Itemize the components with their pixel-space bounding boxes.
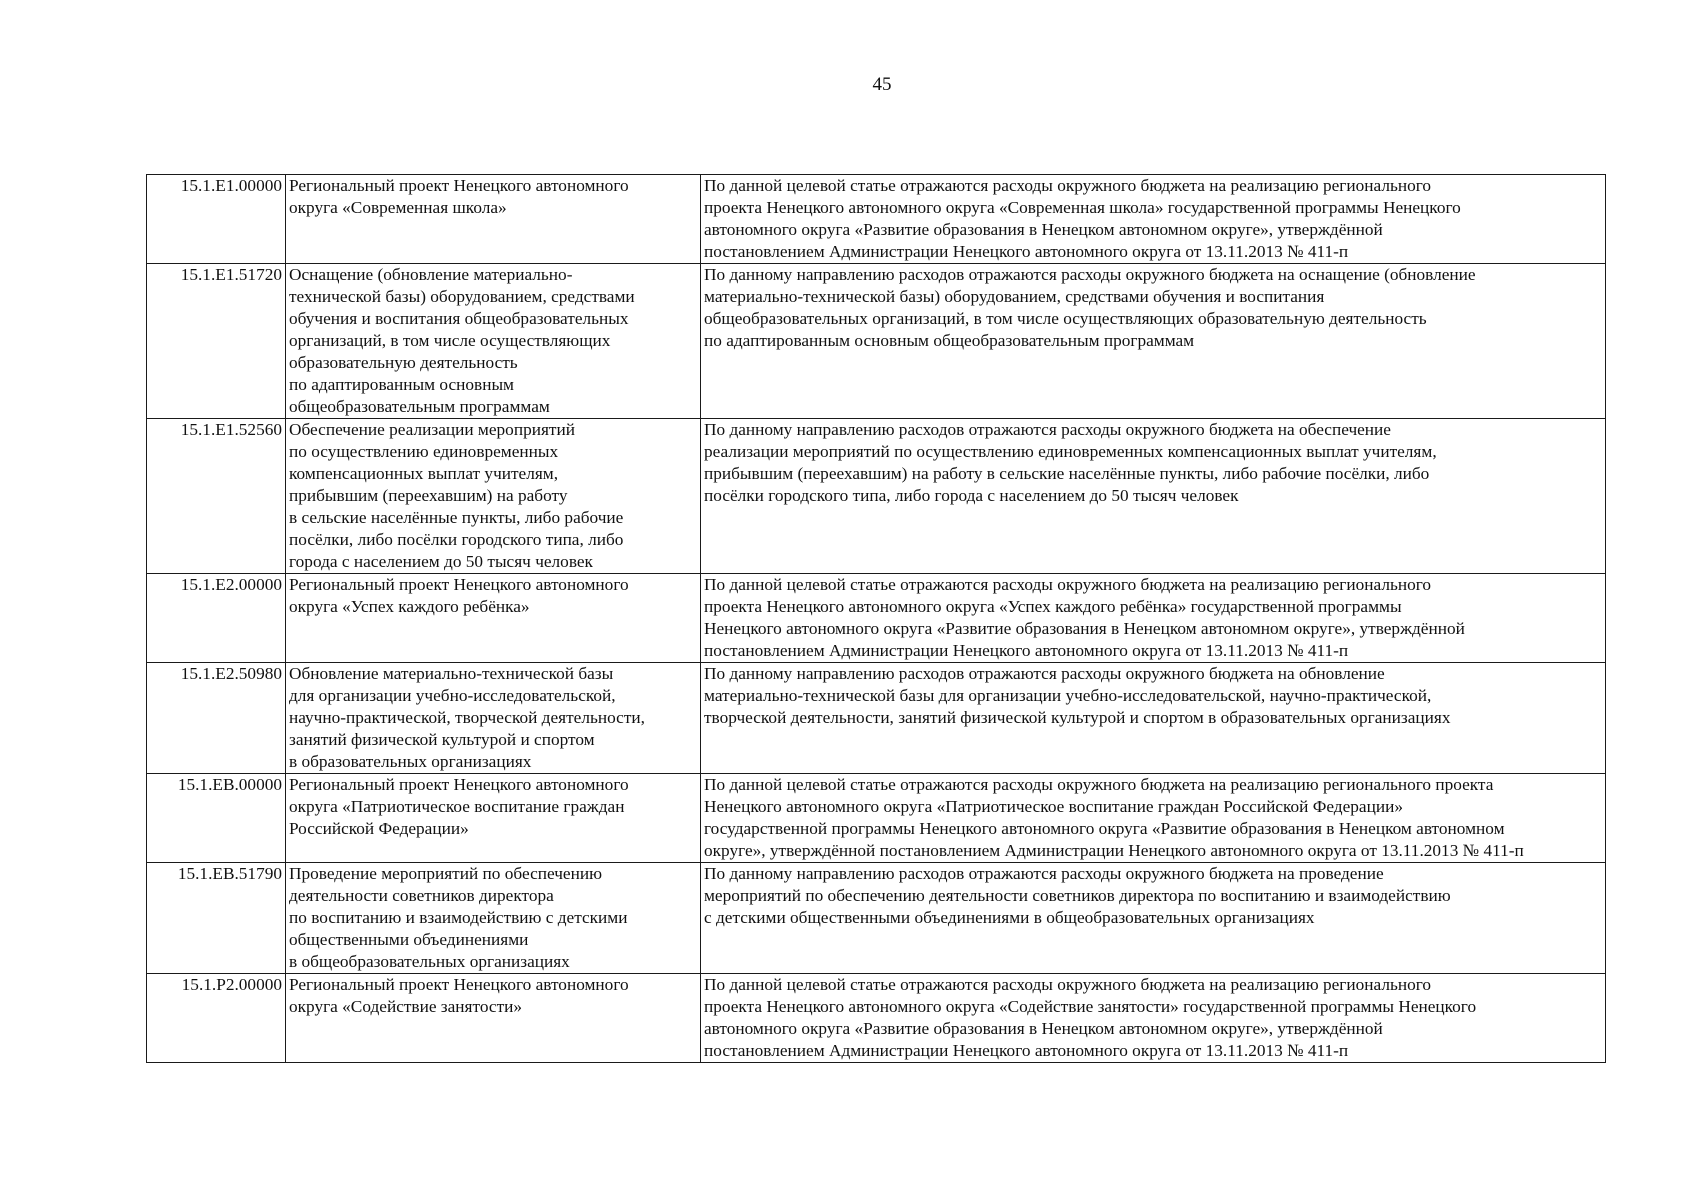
description-line: По данной целевой статье отражаются расходы окружного бюджета на реализацию регионального проекта <box>704 775 1494 794</box>
description-line: реализации мероприятий по осуществлению единовременных компенсационных выплат учителям, <box>704 442 1437 461</box>
table-row <box>147 663 1606 774</box>
target-article-code: 15.1.Е2.00000 <box>147 574 286 663</box>
name-line: Обновление материально-технической базы <box>289 664 614 683</box>
target-article-description <box>701 663 1606 774</box>
target-article-code: 15.1.Р2.00000 <box>147 974 286 1063</box>
description-line: постановлением Администрации Ненецкого автономного округа от 13.11.2013 № 411-п <box>704 1041 1349 1060</box>
name-line: посёлки, либо посёлки городского типа, либо <box>289 530 624 549</box>
description-line: творческой деятельности, занятий физической культурой и спортом в образовательных организациях <box>704 708 1451 727</box>
target-article-name <box>286 974 701 1063</box>
description-line: прибывшим (переехавшим) на работу в сельские населённые пункты, либо рабочие посёлки, либо <box>704 464 1430 483</box>
description-line: По данному направлению расходов отражаются расходы окружного бюджета на обновление <box>704 664 1385 683</box>
description-line: Ненецкого автономного округа «Развитие образования в Ненецком автономном округе», утверждённой <box>704 619 1465 638</box>
target-article-code: 15.1.Е2.50980 <box>147 663 286 774</box>
name-line: общественными объединениями <box>289 930 529 949</box>
description-line: По данной целевой статье отражаются расходы окружного бюджета на реализацию регионального <box>704 575 1432 594</box>
target-article-name <box>286 264 701 419</box>
name-line: в общеобразовательных организациях <box>289 952 570 971</box>
target-article-name <box>286 175 701 264</box>
page-number: 45 <box>872 74 892 95</box>
target-article-name <box>286 863 701 974</box>
description-line: мероприятий по обеспечению деятельности советников директора по воспитанию и взаимодействию <box>704 886 1451 905</box>
target-article-code: 15.1.ЕВ.51790 <box>147 863 286 974</box>
description-line: По данному направлению расходов отражаются расходы окружного бюджета на обеспечение <box>704 420 1391 439</box>
name-line: общеобразовательным программам <box>289 397 550 416</box>
name-line: Обеспечение реализации мероприятий <box>289 420 575 439</box>
description-line: проекта Ненецкого автономного округа «Содействие занятости» государственной программы Ненецкого <box>704 997 1477 1016</box>
description-line: По данной целевой статье отражаются расходы окружного бюджета на реализацию регионального <box>704 176 1432 195</box>
target-article-name <box>286 419 701 574</box>
description-line: постановлением Администрации Ненецкого автономного округа от 13.11.2013 № 411-п <box>704 242 1349 261</box>
target-article-description <box>701 264 1606 419</box>
name-line: Оснащение (обновление материально- <box>289 265 573 284</box>
name-line: по воспитанию и взаимодействию с детскими <box>289 908 628 927</box>
name-line: по адаптированным основным <box>289 375 514 394</box>
name-line: Российской Федерации» <box>289 819 469 838</box>
description-line: проекта Ненецкого автономного округа «Современная школа» государственной программы Ненецкого <box>704 198 1461 217</box>
description-line: с детскими общественными объединениями в общеобразовательных организациях <box>704 908 1315 927</box>
target-article-name <box>286 663 701 774</box>
description-line: автономного округа «Развитие образования в Ненецком автономном округе», утверждённой <box>704 220 1383 239</box>
name-line: округа «Современная школа» <box>289 198 507 217</box>
name-line: Региональный проект Ненецкого автономного <box>289 176 629 195</box>
table-row <box>147 574 1606 663</box>
description-line: По данному направлению расходов отражаются расходы окружного бюджета на проведение <box>704 864 1384 883</box>
name-line: прибывшим (переехавшим) на работу <box>289 486 568 505</box>
table-row <box>147 419 1606 574</box>
target-article-name <box>286 774 701 863</box>
name-line: округа «Патриотическое воспитание граждан <box>289 797 625 816</box>
name-line: научно-практической, творческой деятельности, <box>289 708 645 727</box>
description-line: государственной программы Ненецкого автономного округа «Развитие образования в Ненецком автономном <box>704 819 1505 838</box>
target-article-code: 15.1.Е1.52560 <box>147 419 286 574</box>
table-row <box>147 175 1606 264</box>
name-line: Региональный проект Ненецкого автономного <box>289 775 629 794</box>
description-line: посёлки городского типа, либо города с населением до 50 тысяч человек <box>704 486 1239 505</box>
name-line: технической базы) оборудованием, средствами <box>289 287 635 306</box>
name-line: города с населением до 50 тысяч человек <box>289 552 593 571</box>
table-row <box>147 774 1606 863</box>
target-article-description <box>701 774 1606 863</box>
description-line: по адаптированным основным общеобразовательным программам <box>704 331 1195 350</box>
name-line: деятельности советников директора <box>289 886 554 905</box>
name-line: образовательную деятельность <box>289 353 518 372</box>
description-line: проекта Ненецкого автономного округа «Успех каждого ребёнка» государственной программы <box>704 597 1402 616</box>
target-article-description <box>701 175 1606 264</box>
name-line: Проведение мероприятий по обеспечению <box>289 864 602 883</box>
name-line: в сельские населённые пункты, либо рабочие <box>289 508 624 527</box>
description-line: Ненецкого автономного округа «Патриотическое воспитание граждан Российской Федерации» <box>704 797 1403 816</box>
table-row <box>147 974 1606 1063</box>
table-row <box>147 264 1606 419</box>
target-article-code: 15.1.Е1.00000 <box>147 175 286 264</box>
name-line: округа «Содействие занятости» <box>289 997 523 1016</box>
description-line: общеобразовательных организаций, в том числе осуществляющих образовательную деятельность <box>704 309 1427 328</box>
name-line: занятий физической культурой и спортом <box>289 730 595 749</box>
name-line: для организации учебно-исследовательской, <box>289 686 616 705</box>
table-row <box>147 863 1606 974</box>
description-line: По данной целевой статье отражаются расходы окружного бюджета на реализацию регионального <box>704 975 1432 994</box>
target-article-code: 15.1.ЕВ.00000 <box>147 774 286 863</box>
name-line: по осуществлению единовременных <box>289 442 559 461</box>
target-article-code: 15.1.Е1.51720 <box>147 264 286 419</box>
name-line: обучения и воспитания общеобразовательных <box>289 309 629 328</box>
name-line: компенсационных выплат учителям, <box>289 464 559 483</box>
description-line: автономного округа «Развитие образования в Ненецком автономном округе», утверждённой <box>704 1019 1383 1038</box>
description-line: материально-технической базы) оборудованием, средствами обучения и воспитания <box>704 287 1325 306</box>
description-line: постановлением Администрации Ненецкого автономного округа от 13.11.2013 № 411-п <box>704 641 1349 660</box>
target-article-description <box>701 863 1606 974</box>
target-article-description <box>701 974 1606 1063</box>
budget-classification-table <box>146 174 1606 1063</box>
name-line: Региональный проект Ненецкого автономного <box>289 575 629 594</box>
name-line: Региональный проект Ненецкого автономного <box>289 975 629 994</box>
description-line: материально-технической базы для организации учебно-исследовательской, научно-практической, <box>704 686 1432 705</box>
name-line: организаций, в том числе осуществляющих <box>289 331 611 350</box>
description-line: По данному направлению расходов отражаются расходы окружного бюджета на оснащение (обновление <box>704 265 1476 284</box>
name-line: в образовательных организациях <box>289 752 532 771</box>
target-article-description <box>701 574 1606 663</box>
target-article-name <box>286 574 701 663</box>
name-line: округа «Успех каждого ребёнка» <box>289 597 530 616</box>
target-article-description <box>701 419 1606 574</box>
description-line: округе», утверждённой постановлением Администрации Ненецкого автономного округа от 13.11.2013 № 411-п <box>704 841 1524 860</box>
